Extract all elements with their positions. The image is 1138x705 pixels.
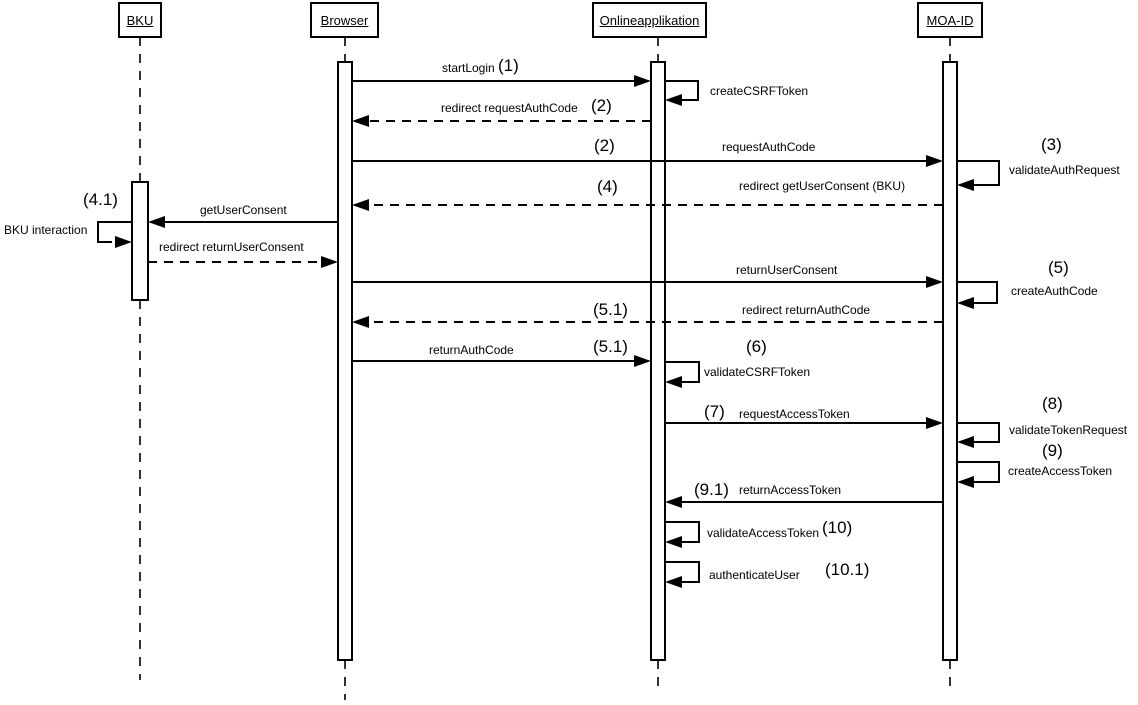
arrowhead-returnuserconsent — [926, 276, 943, 288]
loop-validatetokenrequest — [957, 423, 999, 442]
arrowhead-createaccesstoken — [957, 476, 974, 488]
participant-moa-id-label: MOA-ID — [926, 12, 974, 28]
arrowhead-bku-interaction — [115, 236, 132, 248]
message-number-authenticateuser: (10.1) — [825, 560, 870, 579]
participant-moa-id — [917, 2, 983, 38]
arrowhead-requestaccesstoken — [926, 417, 943, 429]
message-number-returnauthcode: (5.1) — [593, 337, 628, 356]
message-label-requestauthcode: requestAuthCode — [722, 140, 816, 154]
message-number-returnuserconsent: (5) — [1048, 258, 1069, 277]
message-number-requestaccesstoken: (7) — [704, 402, 725, 421]
arrowhead-redirect-requestauthcode — [352, 115, 369, 127]
activation-onlineapplikation — [651, 62, 665, 660]
arrowhead-validateaccesstoken — [665, 536, 682, 548]
arrowhead-authenticateuser — [665, 576, 682, 588]
message-number-validateauthrequest: (3) — [1041, 135, 1062, 154]
arrowhead-requestauthcode — [926, 155, 943, 167]
loop-createaccesstoken — [957, 462, 999, 482]
activation-browser — [338, 62, 352, 660]
participant-onlineapplikation-label: Onlineapplikation — [599, 12, 700, 28]
message-number-createaccesstoken: (9) — [1042, 441, 1063, 460]
message-label-createauthcode: createAuthCode — [1011, 284, 1098, 298]
arrowhead-validateauthrequest — [957, 179, 974, 191]
message-label-createcsrftoken: createCSRFToken — [710, 84, 809, 98]
message-label-returnauthcode: returnAuthCode — [429, 343, 514, 357]
participant-bku-label: BKU — [126, 12, 154, 28]
arrowhead-returnaccesstoken — [665, 496, 682, 508]
message-number-getuserconsent: (4.1) — [83, 190, 118, 209]
message-number-redirect-returnauthcode: (5.1) — [593, 300, 628, 319]
arrowhead-returnauthcode — [634, 355, 651, 367]
message-label-createaccesstoken: createAccessToken — [1008, 464, 1113, 478]
message-label-returnaccesstoken: returnAccessToken — [739, 483, 842, 497]
message-label-startlogin: startLogin — [442, 61, 495, 75]
participant-browser-label: Browser — [320, 12, 369, 28]
message-label-redirect-returnauthcode: redirect returnAuthCode — [742, 303, 871, 317]
participant-bku — [118, 2, 162, 38]
message-number-redirect-getuserconsent: (4) — [597, 177, 618, 196]
arrowhead-redirect-returnauthcode — [352, 316, 369, 328]
arrowhead-createauthcode — [957, 297, 974, 309]
arrowhead-validatecsrftoken — [665, 376, 682, 388]
arrowhead-getuserconsent — [148, 216, 165, 228]
message-label-validatecsrftoken: validateCSRFToken — [704, 365, 811, 379]
message-label-redirect-getuserconsent: redirect getUserConsent (BKU) — [739, 179, 906, 193]
loop-validateauthrequest — [957, 161, 999, 185]
message-label-validatetokenrequest: validateTokenRequest — [1009, 423, 1128, 437]
message-label-bku-interaction: BKU interaction — [4, 223, 88, 237]
activation-moa-id — [943, 62, 957, 660]
message-number-redirect-requestauthcode: (2) — [591, 96, 612, 115]
message-label-getuserconsent: getUserConsent — [200, 203, 287, 217]
message-label-returnuserconsent: returnUserConsent — [736, 263, 838, 277]
message-number-validatecsrftoken: (6) — [746, 337, 767, 356]
message-label-requestaccesstoken: requestAccessToken — [739, 407, 850, 421]
activation-bku — [132, 182, 148, 300]
message-label-redirect-requestauthcode: redirect requestAuthCode — [441, 101, 578, 115]
message-label-validateauthrequest: validateAuthRequest — [1009, 163, 1120, 177]
message-label-redirect-returnuserconsent: redirect returnUserConsent — [159, 240, 304, 254]
arrowhead-redirect-returnuserconsent — [321, 256, 338, 268]
arrowhead-startlogin — [634, 75, 651, 87]
message-label-authenticateuser: authenticateUser — [709, 568, 800, 582]
participant-onlineapplikation — [592, 2, 707, 38]
message-number-validateaccesstoken: (10) — [822, 518, 853, 537]
arrowhead-redirect-getuserconsent — [352, 199, 369, 211]
message-number-requestauthcode: (2) — [594, 136, 615, 155]
arrowhead-validatetokenrequest — [957, 436, 974, 448]
message-number-validatetokenrequest: (8) — [1042, 394, 1063, 413]
participant-browser — [310, 2, 379, 38]
arrowhead-createcsrftoken — [665, 94, 682, 106]
message-number-startlogin: (1) — [498, 56, 519, 75]
message-label-validateaccesstoken: validateAccessToken — [707, 526, 820, 540]
loop-createauthcode — [957, 282, 997, 303]
message-number-returnaccesstoken: (9.1) — [694, 480, 729, 499]
